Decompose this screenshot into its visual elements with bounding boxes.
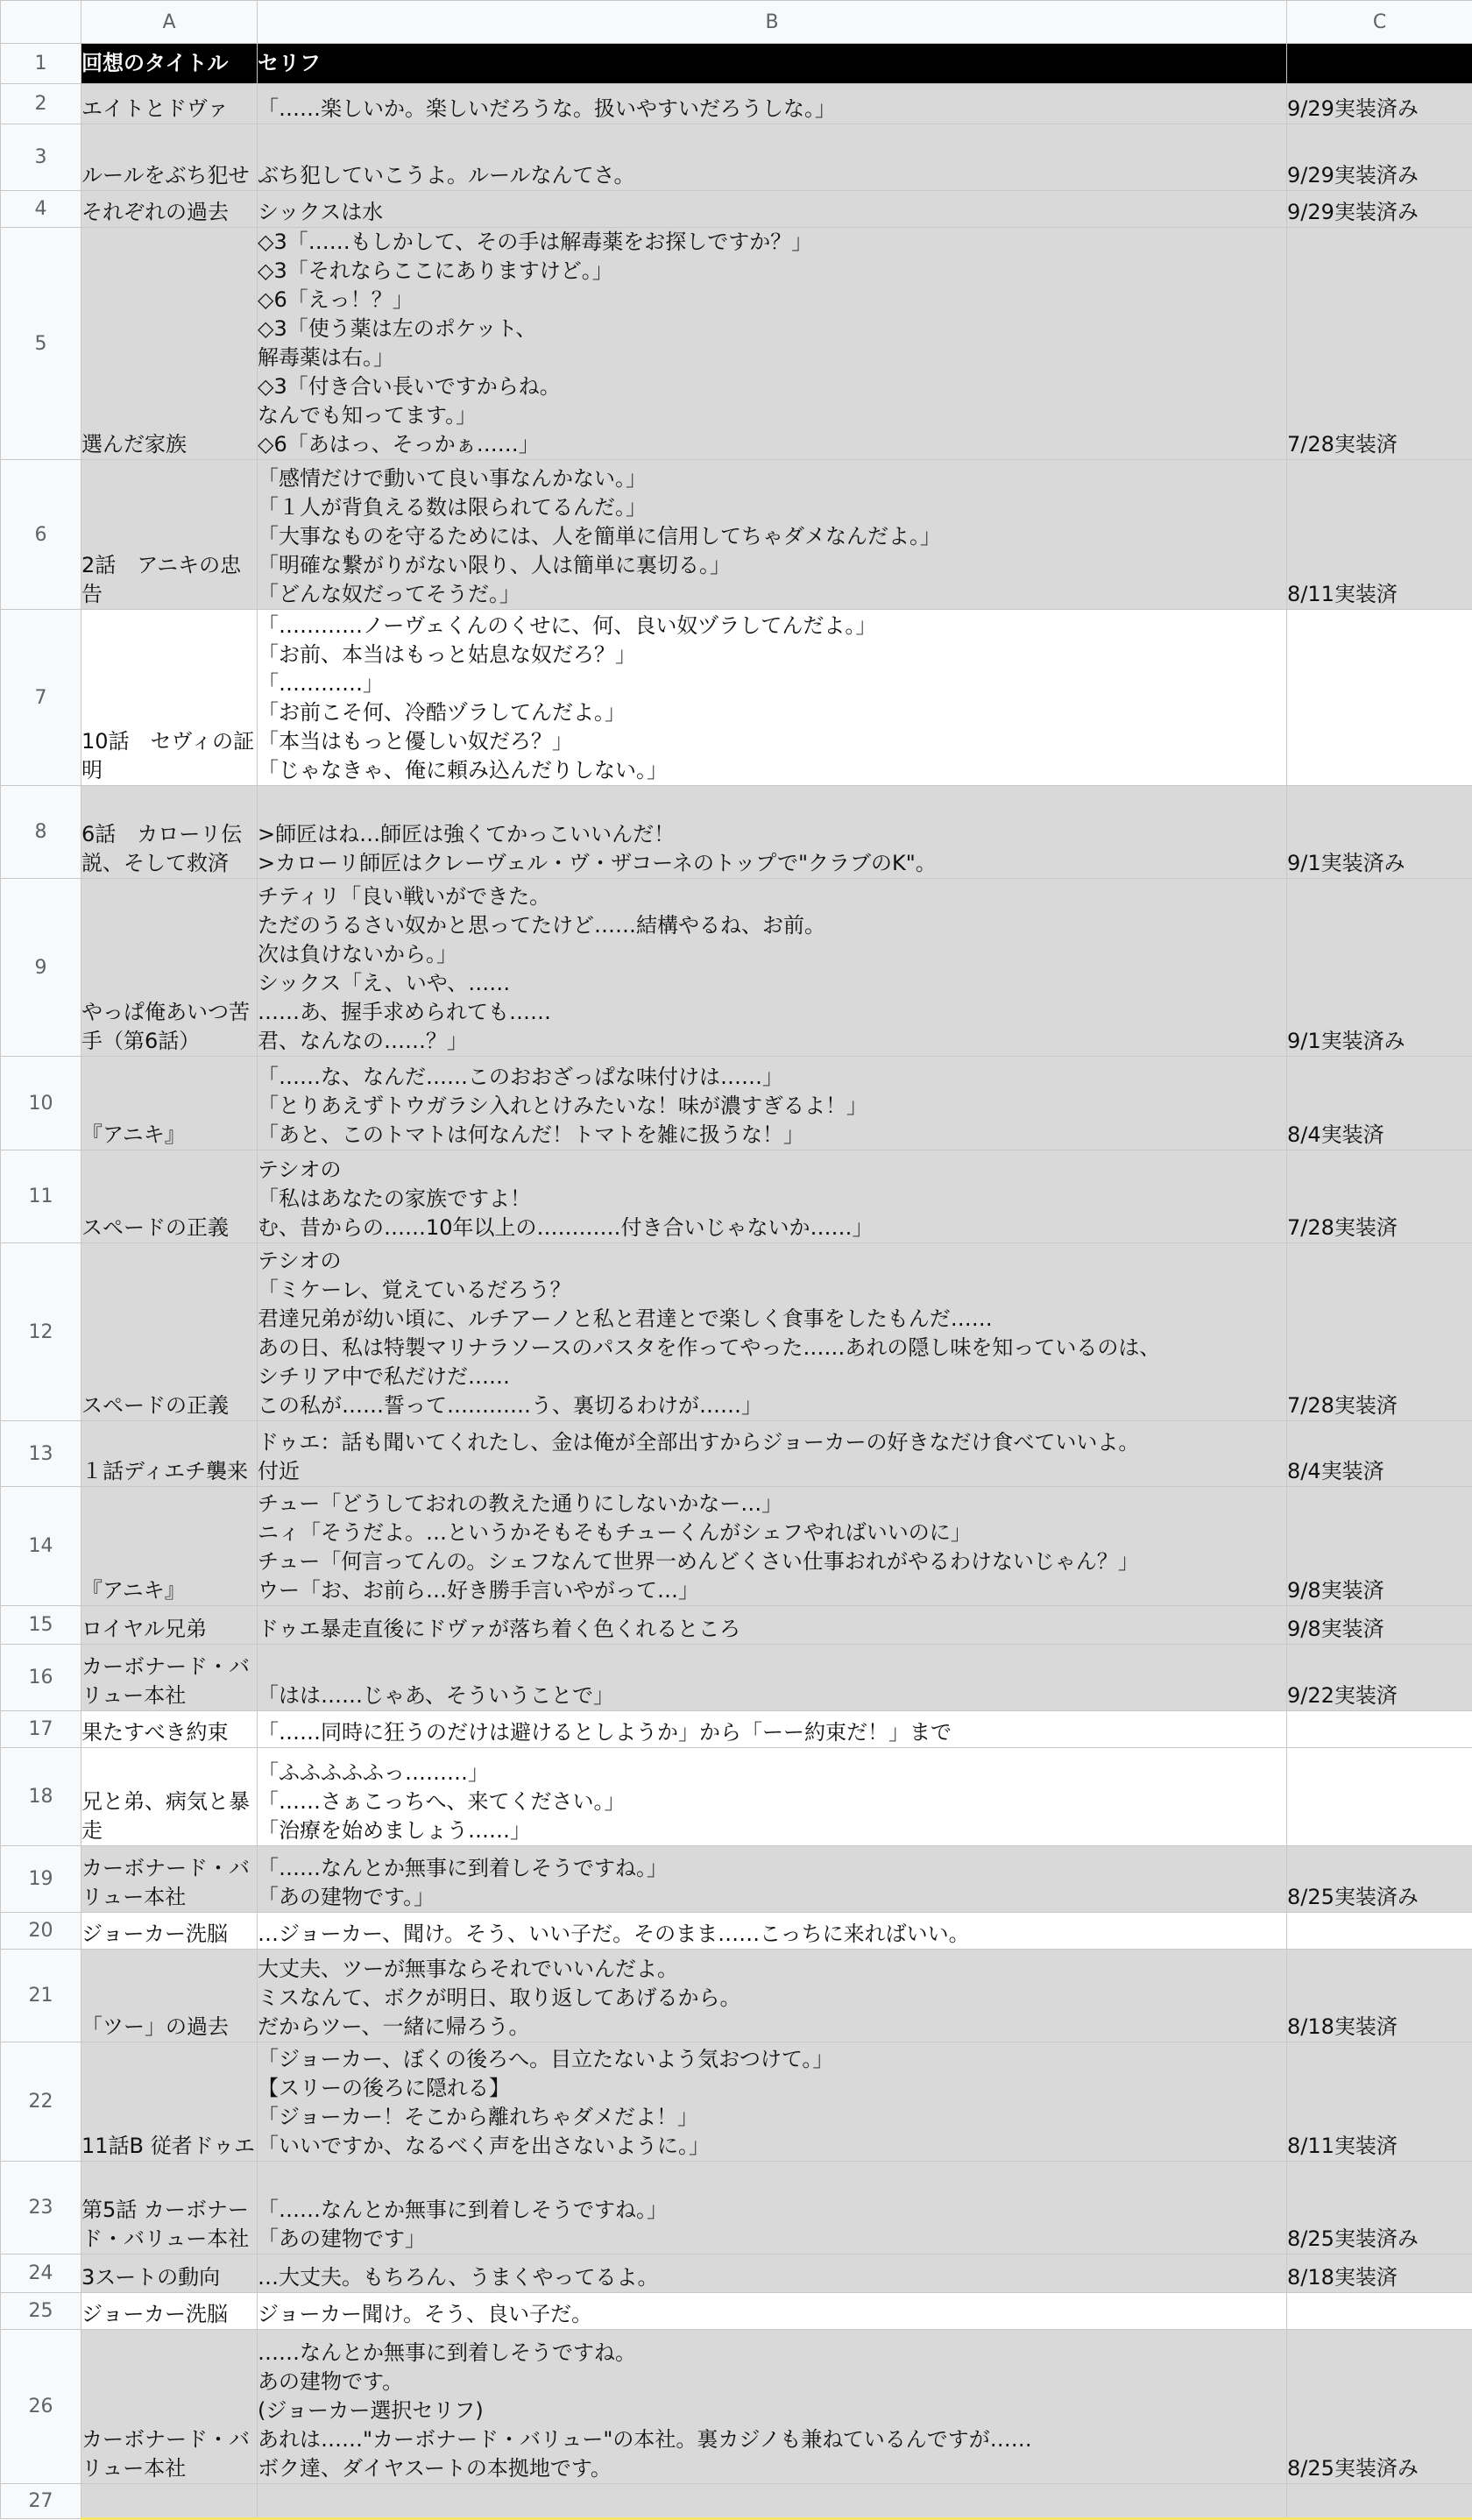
cell-b[interactable]: テシオの 「私はあなたの家族ですよ！ む、昔からの……10年以上の…………付き合いじゃないか……」 — [258, 1150, 1287, 1243]
cell-c[interactable]: 7/28実装済 — [1287, 1150, 1472, 1243]
cell-a[interactable]: 3スートの動向 — [81, 2255, 258, 2293]
cell-c[interactable]: 9/22実装済 — [1287, 1645, 1472, 1711]
cell-a[interactable]: ジョーカー洗脳 — [81, 2293, 258, 2330]
cell-a[interactable]: 10話 セヴィの証明 — [81, 610, 258, 786]
row-number[interactable]: 4 — [1, 191, 81, 228]
cell-c[interactable] — [1287, 1711, 1472, 1748]
cell-a[interactable]: 2話 アニキの忠告 — [81, 460, 258, 610]
cell-c[interactable] — [1287, 44, 1472, 84]
cell-b[interactable]: チティリ「良い戦いができた。 ただのうるさい奴かと思ってたけど……結構やるね、お前。 次は負けないから。」 シックス「え、いや、…… ……あ、握手求められても…… 君、なんなの……？」 — [258, 879, 1287, 1057]
table-row — [1, 460, 1472, 610]
cell-b[interactable]: 「……楽しいか。楽しいだろうな。扱いやすいだろうしな。」 — [258, 84, 1287, 124]
table-row — [1, 786, 1472, 879]
cell-b[interactable]: ジョーカー聞け。そう、良い子だ。 — [258, 2293, 1287, 2330]
cell-c[interactable]: 8/25実装済み — [1287, 2330, 1472, 2484]
table-row — [1, 2042, 1472, 2162]
cell-a[interactable] — [81, 2484, 258, 2519]
cell-a[interactable]: ルールをぶち犯せ — [81, 124, 258, 191]
table-row — [1, 1243, 1472, 1421]
cell-c[interactable] — [1287, 2293, 1472, 2330]
cell-b[interactable]: ◇3「……もしかして、その手は解毒薬をお探しですか？」 ◇3「それならここにありますけど。」 ◇6「えっ！？」 ◇3「使う薬は左のポケット、 解毒薬は右。」 ◇3「付き合い長いですからね。 なんでも知ってます。」 ◇6「あはっ、そっかぁ……」 — [258, 228, 1287, 460]
cell-b[interactable]: 「……な、なんだ……このおおざっぱな味付けは……」 「とりあえずトウガラシ入れとけみたいな！味が濃すぎるよ！」 「あと、このトマトは何なんだ！トマトを雑に扱うな！」 — [258, 1057, 1287, 1150]
cell-c[interactable]: 9/8実装済 — [1287, 1606, 1472, 1645]
table-row — [1, 1057, 1472, 1150]
row-number[interactable]: 12 — [1, 1243, 81, 1421]
cell-b[interactable]: 「ジョーカー、ぼくの後ろへ。目立たないよう気おつけて。」 【スリーの後ろに隠れる】 「ジョーカー！そこから離れちゃダメだよ！」 「いいですか、なるべく声を出さないように。」 — [258, 2042, 1287, 2162]
table-row — [1, 879, 1472, 1057]
cell-c[interactable]: 8/25実装済み — [1287, 1846, 1472, 1913]
cell-b[interactable]: ぶち犯していこうよ。ルールなんてさ。 — [258, 124, 1287, 191]
cell-c[interactable]: 8/4実装済 — [1287, 1421, 1472, 1487]
cell-a[interactable]: 「ツー」の過去 — [81, 1950, 258, 2042]
cell-b[interactable]: …大丈夫。もちろん、うまくやってるよ。 — [258, 2255, 1287, 2293]
cell-a[interactable]: 第5話 カーボナード・バリュー本社 — [81, 2162, 258, 2255]
row-number[interactable]: 19 — [1, 1846, 81, 1913]
cell-c[interactable] — [1287, 1748, 1472, 1846]
cell-c[interactable]: 8/11実装済 — [1287, 2042, 1472, 2162]
table-row — [1, 191, 1472, 228]
cell-a[interactable]: 『アニキ』 — [81, 1057, 258, 1150]
cell-c[interactable]: 8/11実装済 — [1287, 460, 1472, 610]
row-number[interactable]: 5 — [1, 228, 81, 460]
cell-c[interactable]: 7/28実装済 — [1287, 228, 1472, 460]
table-row — [1, 2255, 1472, 2293]
column-header-a[interactable]: A — [81, 1, 258, 44]
cell-b[interactable]: 大丈夫、ツーが無事ならそれでいいんだよ。 ミスなんて、ボクが明日、取り返してあげるから。 だからツー、一緒に帰ろう。 — [258, 1950, 1287, 2042]
cell-c[interactable]: 9/1実装済み — [1287, 879, 1472, 1057]
row-number[interactable]: 10 — [1, 1057, 81, 1150]
table-row — [1, 228, 1472, 460]
cell-b[interactable]: 「……なんとか無事に到着しそうですね。」 「あの建物です。」 — [258, 1846, 1287, 1913]
row-number[interactable]: 7 — [1, 610, 81, 786]
table-row — [1, 610, 1472, 786]
cell-c[interactable] — [1287, 1913, 1472, 1950]
row-number[interactable]: 15 — [1, 1606, 81, 1645]
column-header-c[interactable]: C — [1287, 1, 1472, 44]
cell-a[interactable]: エイトとドヴァ — [81, 84, 258, 124]
sheet-body — [1, 44, 1472, 2519]
table-row — [1, 2293, 1472, 2330]
table-row — [1, 84, 1472, 124]
cell-a[interactable]: ジョーカー洗脳 — [81, 1913, 258, 1950]
row-number[interactable]: 20 — [1, 1913, 81, 1950]
table-row — [1, 2330, 1472, 2484]
table-row — [1, 1421, 1472, 1487]
cell-b[interactable]: …ジョーカー、聞け。そう、いい子だ。そのまま……こっちに来ればいい。 — [258, 1913, 1287, 1950]
cell-b[interactable]: 「はは……じゃあ、そういうことで」 — [258, 1645, 1287, 1711]
cell-c[interactable]: 9/29実装済み — [1287, 191, 1472, 228]
cell-c[interactable]: 8/18実装済 — [1287, 2255, 1472, 2293]
table-row — [1, 1606, 1472, 1645]
cell-b[interactable]: ……なんとか無事に到着しそうですね。 あの建物です。 (ジョーカー選択セリフ) あれは……"カーボナード・バリュー"の本社。裏カジノも兼ねているんですが…… ボク達、ダイヤスートの本拠地です。 — [258, 2330, 1287, 2484]
cell-c[interactable]: 8/18実装済 — [1287, 1950, 1472, 2042]
cell-b[interactable]: チュー「どうしておれの教えた通りにしないかなー…」 ニィ「そうだよ。…というかそもそもチューくんがシェフやればいいのに」 チュー「何言ってんの。シェフなんて世界一めんどくさい仕事おれがやるわけないじゃん？」 ウー「お、お前ら…好き勝手言いやがって…」 — [258, 1487, 1287, 1606]
row-number[interactable]: 1 — [1, 44, 81, 84]
cell-a[interactable]: やっぱ俺あいつ苦手（第6話） — [81, 879, 258, 1057]
row-number[interactable]: 17 — [1, 1711, 81, 1748]
table-row — [1, 1150, 1472, 1243]
row-number[interactable]: 2 — [1, 84, 81, 124]
row-number[interactable]: 24 — [1, 2255, 81, 2293]
table-row — [1, 2484, 1472, 2519]
table-row — [1, 1950, 1472, 2042]
cell-c[interactable]: 9/8実装済 — [1287, 1487, 1472, 1606]
cell-a[interactable]: 『アニキ』 — [81, 1487, 258, 1606]
table-row — [1, 1913, 1472, 1950]
cell-a[interactable]: 6話 カローリ伝説、そして救済 — [81, 786, 258, 879]
row-number[interactable]: 21 — [1, 1950, 81, 2042]
cell-b[interactable]: 「感情だけで動いて良い事なんかない。」 「１人が背負える数は限られてるんだ。」 「大事なものを守るためには、人を簡単に信用してちゃダメなんだよ。」 「明確な繋がりがない限り、人は簡単に裏切る。」 「どんな奴だってそうだ。」 — [258, 460, 1287, 610]
cell-c[interactable] — [1287, 610, 1472, 786]
cell-a[interactable]: スペードの正義 — [81, 1150, 258, 1243]
cell-b[interactable]: セリフ — [258, 44, 1287, 84]
row-number[interactable]: 8 — [1, 786, 81, 879]
table-row — [1, 2162, 1472, 2255]
cell-b[interactable]: シックスは水 — [258, 191, 1287, 228]
cell-a[interactable]: カーボナード・バリュー本社 — [81, 1846, 258, 1913]
row-number[interactable]: 18 — [1, 1748, 81, 1846]
row-number[interactable]: 26 — [1, 2330, 81, 2484]
cell-a[interactable]: 11話B 従者ドゥエ — [81, 2042, 258, 2162]
column-header-b[interactable]: B — [258, 1, 1287, 44]
cell-b[interactable]: 「ふふふふふっ………」 「……さぁこっちへ、来てください。」 「治療を始めましょう……」 — [258, 1748, 1287, 1846]
cell-b[interactable] — [258, 2484, 1287, 2519]
cell-c[interactable]: 9/1実装済み — [1287, 786, 1472, 879]
cell-b[interactable]: 「…………ノーヴェくんのくせに、何、良い奴ヅラしてんだよ。」 「お前、本当はもっと姑息な奴だろ？」 「…………」 「お前こそ何、冷酷ヅラしてんだよ。」 「本当はもっと優しい奴だろ？」 「じゃなきゃ、俺に頼み込んだりしない。」 — [258, 610, 1287, 786]
cell-a[interactable]: 回想のタイトル — [81, 44, 258, 84]
row-number[interactable]: 3 — [1, 124, 81, 191]
row-number[interactable]: 23 — [1, 2162, 81, 2255]
cell-c[interactable]: 9/29実装済み — [1287, 84, 1472, 124]
select-all-corner[interactable] — [1, 1, 81, 44]
cell-b[interactable]: 「……なんとか無事に到着しそうですね。」 「あの建物です」 — [258, 2162, 1287, 2255]
row-number[interactable]: 16 — [1, 1645, 81, 1711]
cell-c[interactable]: 8/25実装済み — [1287, 2162, 1472, 2255]
cell-c[interactable]: 7/28実装済 — [1287, 1243, 1472, 1421]
row-number[interactable]: 22 — [1, 2042, 81, 2162]
table-row — [1, 44, 1472, 84]
cell-a[interactable]: 果たすべき約束 — [81, 1711, 258, 1748]
cell-a[interactable]: 選んだ家族 — [81, 228, 258, 460]
row-number[interactable]: 6 — [1, 460, 81, 610]
cell-b[interactable]: >師匠はね…師匠は強くてかっこいいんだ！ >カローリ師匠はクレーヴェル・ヴ・ザコーネのトップで"クラブのK"。 — [258, 786, 1287, 879]
cell-b[interactable]: 「……同時に狂うのだけは避けるとしようか」から「ーー約束だ！」まで — [258, 1711, 1287, 1748]
cell-c[interactable]: 8/4実装済 — [1287, 1057, 1472, 1150]
cell-c[interactable]: 9/29実装済み — [1287, 124, 1472, 191]
row-number[interactable]: 13 — [1, 1421, 81, 1487]
table-row — [1, 1487, 1472, 1606]
cell-a[interactable]: それぞれの過去 — [81, 191, 258, 228]
row-number[interactable]: 14 — [1, 1487, 81, 1606]
row-number[interactable]: 11 — [1, 1150, 81, 1243]
cell-a[interactable]: スペードの正義 — [81, 1243, 258, 1421]
cell-b[interactable]: テシオの 「ミケーレ、覚えているだろう？ 君達兄弟が幼い頃に、ルチアーノと私と君達とで楽しく食事をしたもんだ…… あの日、私は特製マリナラソースのパスタを作ってやった……あれの隠し味を知っているのは、 シチリア中で私だけだ…… この私が……誓って…………う、裏切るわけが……」 — [258, 1243, 1287, 1421]
cell-c[interactable] — [1287, 2484, 1472, 2519]
cell-a[interactable]: 兄と弟、病気と暴走 — [81, 1748, 258, 1846]
cell-b[interactable]: ドゥエ暴走直後にドヴァが落ち着く色くれるところ — [258, 1606, 1287, 1645]
table-row — [1, 1748, 1472, 1846]
row-number[interactable]: 25 — [1, 2293, 81, 2330]
cell-a[interactable]: カーボナード・バリュー本社 — [81, 1645, 258, 1711]
cell-a[interactable]: ロイヤル兄弟 — [81, 1606, 258, 1645]
row-number[interactable]: 9 — [1, 879, 81, 1057]
table-row — [1, 1846, 1472, 1913]
row-number[interactable]: 27 — [1, 2484, 81, 2519]
table-row — [1, 124, 1472, 191]
cell-a[interactable]: １話ディエチ襲来 — [81, 1421, 258, 1487]
table-row — [1, 1711, 1472, 1748]
cell-b[interactable]: ドゥエ：話も聞いてくれたし、金は俺が全部出すからジョーカーの好きなだけ食べていいよ。 付近 — [258, 1421, 1287, 1487]
cell-a[interactable]: カーボナード・バリュー本社 — [81, 2330, 258, 2484]
table-row — [1, 1645, 1472, 1711]
